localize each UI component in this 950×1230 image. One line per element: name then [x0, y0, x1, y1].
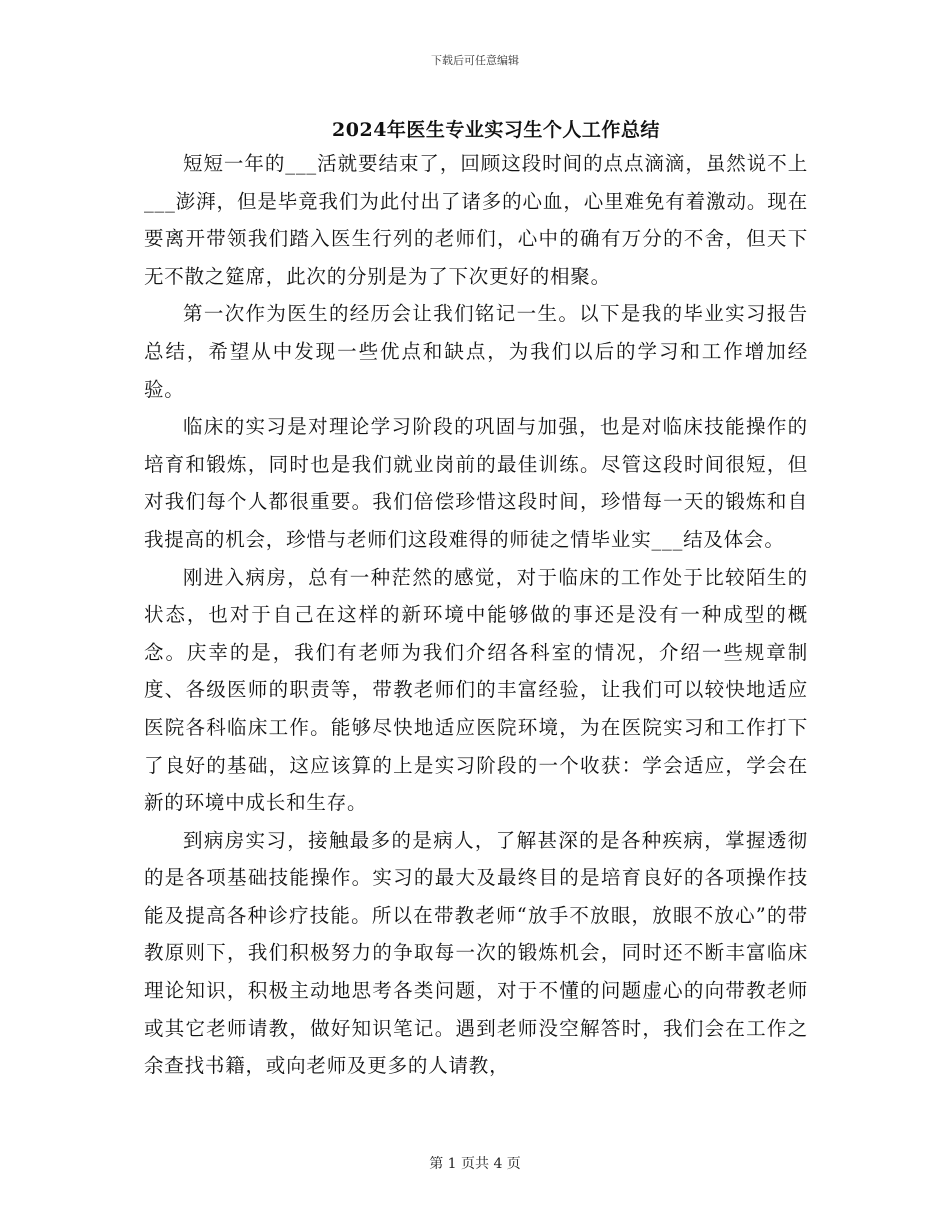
- document-title: 2024年医生专业实习生个人工作总结: [332, 119, 660, 141]
- paragraph: 刚进入病房，总有一种茫然的感觉，对于临床的工作处于比较陌生的状态，也对于自己在这样的新环境中能够做的事还是没有一种成型的概念。庆幸的是，我们有老师为我们介绍各科室的情况，介绍一些规章制度、各级医师的职责等，带教老师们的丰富经验，让我们可以较快地适应医院各科临床工作。能够尽快地适应医院环境，为在医院实习和工作打下了良好的基础，这应该算的上是实习阶段的一个收获：学会适应，学会在新的环境中成长和生存。: [144, 565, 808, 815]
- document-body: [144, 145, 808, 1085]
- paragraph: 临床的实习是对理论学习阶段的巩固与加强，也是对临床技能操作的培育和锻炼，同时也是我们就业岗前的最佳训练。尽管这段时间很短，但对我们每个人都很重要。我们倍偿珍惜这段时间，珍惜每一天的锻炼和自我提高的机会，珍惜与老师们这段难得的师徒之情毕业实___结及体会。: [144, 415, 808, 551]
- paragraph: 第一次作为医生的经历会让我们铭记一生。以下是我的毕业实习报告总结，希望从中发现一些优点和缺点，为我们以后的学习和工作增加经验。: [144, 302, 808, 401]
- paragraph: 到病房实习，接触最多的是病人，了解甚深的是各种疾病，掌握透彻的是各项基础技能操作。实习的最大及最终目的是培育良好的各项操作技能及提高各种诊疗技能。所以在带教老师“放手不放眼，放眼不放心”的带教原则下，我们积极努力的争取每一次的锻炼机会，同时还不断丰富临床理论知识，积极主动地思考各类问题，对于不懂的问题虚心的向带教老师或其它老师请教，做好知识笔记。遇到老师没空解答时，我们会在工作之余查找书籍，或向老师及更多的人请教，: [144, 828, 808, 1078]
- paragraph: 短短一年的___活就要结束了，回顾这段时间的点点滴滴，虽然说不上___澎湃，但是毕竟我们为此付出了诸多的心血，心里难免有着激动。现在要离开带领我们踏入医生行列的老师们，心中的确有万分的不舍，但天下无不散之筵席，此次的分别是为了下次更好的相聚。: [144, 152, 808, 288]
- page-header-note: 下载后可任意编辑: [431, 54, 519, 67]
- page-number: 第 1 页共 4 页: [429, 1156, 521, 1172]
